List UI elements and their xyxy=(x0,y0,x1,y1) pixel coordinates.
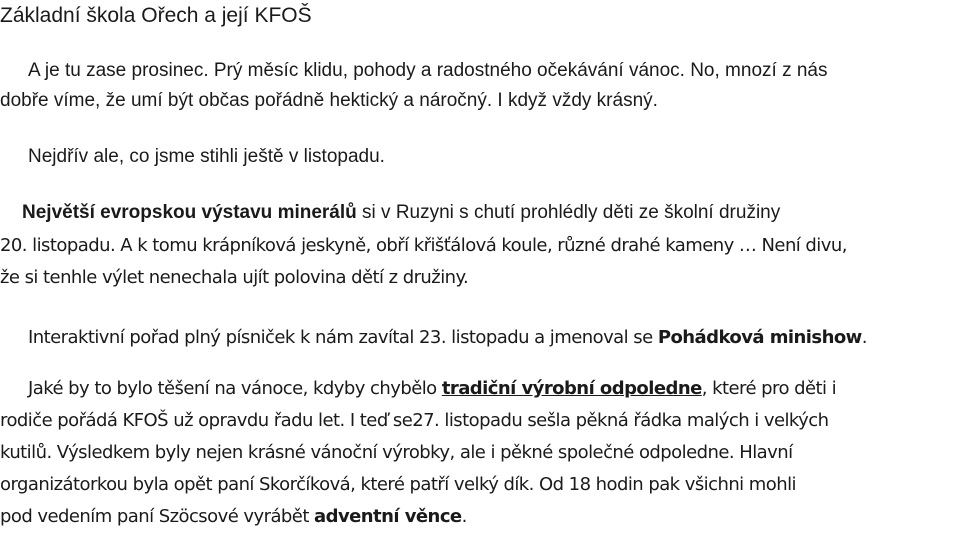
text-line: že si tenhle výlet nenechala ujít polovina dětí z družiny. xyxy=(0,267,469,288)
text-line: A je tu zase prosinec. Prý měsíc klidu, pohody a radostného očekávání vánoc. No, mnozí z nás xyxy=(28,60,828,81)
text-span: Interaktivní pořad plný písniček k nám zavítal 23. listopadu a jmenoval se xyxy=(28,327,658,348)
paragraph-workshop xyxy=(0,373,960,533)
text-line: rodiče pořádá KFOŠ už opravdu řadu let. I teď se27. listopadu sešla pěkná řádka malých i velkých xyxy=(0,410,829,431)
text-span: si v Ruzyni s chutí prohlédly děti ze školní družiny xyxy=(356,202,781,223)
text-line xyxy=(0,322,960,354)
paragraph-november xyxy=(0,142,960,172)
bold-text: Největší evropskou výstavu minerálů xyxy=(22,202,357,223)
text-line: organizátorkou byla opět paní Skorčíková, které patří velký dík. Od 18 hodin pak všichni mohli xyxy=(0,474,797,495)
text-line: Nejdřív ale, co jsme stihli ještě v listopadu. xyxy=(28,146,385,167)
text-span: pod vedením paní Szöcsové vyrábět xyxy=(0,506,315,527)
document-title: Základní škola Ořech a její KFOŠ xyxy=(0,4,312,27)
text-line: 20. listopadu. A k tomu krápníková jeskyně, obří křišťálová koule, různé drahé kameny … Není divu, xyxy=(0,235,847,256)
text-line: kutilů. Výsledkem byly nejen krásné vánoční výrobky, ale i pěkné společné odpoledne. Hlavní xyxy=(0,442,793,463)
text-span: . xyxy=(461,506,467,527)
bold-text: Pohádková minishow xyxy=(657,327,862,348)
paragraph-minishow xyxy=(0,322,960,354)
text-line xyxy=(0,373,960,405)
text-span: . xyxy=(861,327,867,348)
paragraph-intro xyxy=(0,56,960,116)
text-span: , které pro děti i xyxy=(701,378,837,399)
bold-text: adventní věnce xyxy=(314,506,462,527)
bold-underlined-text: tradiční výrobní odpoledne xyxy=(441,378,702,399)
text-span: Jaké by to bylo těšení na vánoce, kdyby chybělo xyxy=(28,378,442,399)
text-line xyxy=(0,196,960,230)
text-line: dobře víme, že umí být občas pořádně hektický a náročný. I když vždy krásný. xyxy=(0,90,658,111)
text-line xyxy=(0,501,960,533)
paragraph-minerals xyxy=(0,196,960,294)
